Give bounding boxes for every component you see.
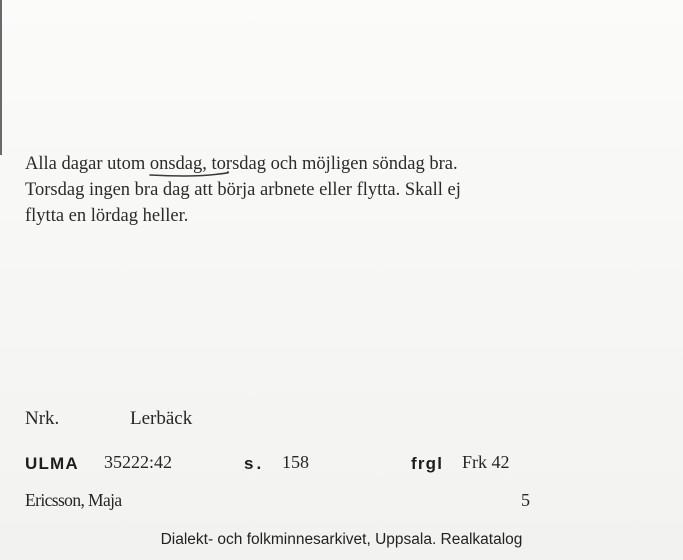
informant-name: Ericsson, Maja — [25, 490, 122, 510]
card-edge-line — [0, 0, 2, 155]
nrk-label: Nrk. — [25, 408, 60, 429]
ulma-label: ULMA — [25, 454, 79, 473]
note-line-1 — [25, 151, 665, 177]
page-label: s. — [244, 454, 265, 473]
handwritten-note-text — [25, 151, 665, 229]
underlined-word-text: onsdag, — [149, 154, 207, 174]
nrk-value: Lerbäck — [130, 408, 193, 429]
page-value: 158 — [282, 452, 309, 472]
archive-footer: Dialekt- och folkminnesarkivet, Uppsala. Realkatalog — [160, 531, 523, 548]
underlined-word — [150, 151, 207, 177]
ulma-value: 35222:42 — [104, 452, 173, 472]
note-line-2: Torsdag ingen bra dag att börja arbnete eller flytta. Skall ej — [25, 180, 461, 200]
frgl-label: frgl — [411, 454, 444, 473]
note-line-1-start: Alla dagar utom — [25, 154, 150, 174]
pen-underline-mark — [149, 171, 229, 179]
note-line-3: flytta en lördag heller. — [25, 206, 189, 226]
card-number: 5 — [521, 490, 530, 510]
note-line-1-end: torsdag och möjligen söndag bra. — [206, 154, 458, 174]
frgl-value: Frk 42 — [462, 452, 510, 472]
